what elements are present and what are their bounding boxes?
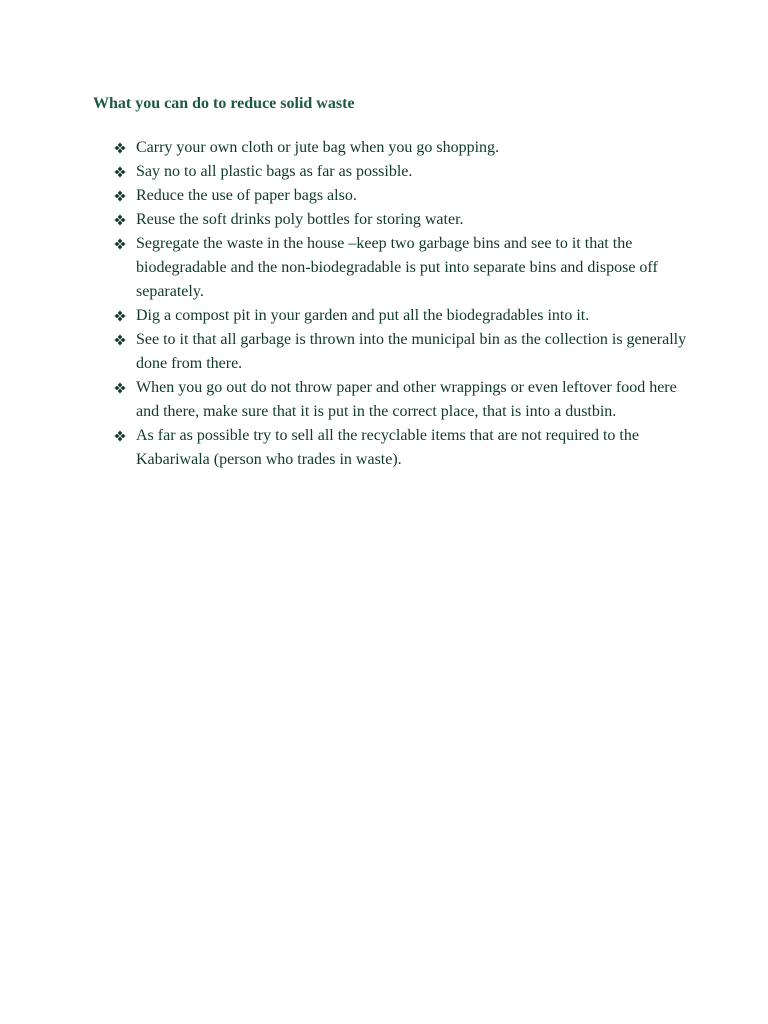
diamond-bullet-icon [113,136,127,160]
list-item-text: Reuse the soft drinks poly bottles for storing water. [136,211,464,228]
diamond-bullet-icon [113,424,127,448]
list-item-text: Carry your own cloth or jute bag when you go shopping. [136,139,500,156]
diamond-bullet-icon [113,160,127,184]
list-item-text: As far as possible try to sell all the recyclable items that are not required to the Kabariwala (person who trades in waste). [136,427,639,468]
list-item [113,376,693,424]
list-item-text: When you go out do not throw paper and other wrappings or even leftover food here and there, make sure that it is put in the correct place, that is into a dustbin. [136,379,677,420]
diamond-bullet-icon [113,208,127,232]
list-item [113,304,693,328]
list-item [113,208,693,232]
diamond-bullet-icon [113,184,127,208]
list-item [113,424,693,472]
list-item [113,232,693,304]
waste-tips-list [113,136,693,472]
diamond-bullet-icon [113,376,127,400]
diamond-bullet-icon [113,232,127,256]
list-item-text: Reduce the use of paper bags also. [136,187,357,204]
diamond-bullet-icon [113,328,127,352]
page-heading: What you can do to reduce solid waste [93,95,355,112]
list-item-text: Dig a compost pit in your garden and put all the biodegradables into it. [136,307,590,324]
list-item [113,184,693,208]
diamond-bullet-icon [113,304,127,328]
list-item-text: See to it that all garbage is thrown into the municipal bin as the collection is generally done from there. [136,331,687,372]
list-item [113,328,693,376]
list-item [113,160,693,184]
list-item-text: Segregate the waste in the house –keep two garbage bins and see to it that the biodegradable and the non-biodegradable is put into separate bins and dispose off separately. [136,235,658,300]
list-item [113,136,693,160]
list-item-text: Say no to all plastic bags as far as possible. [136,163,413,180]
